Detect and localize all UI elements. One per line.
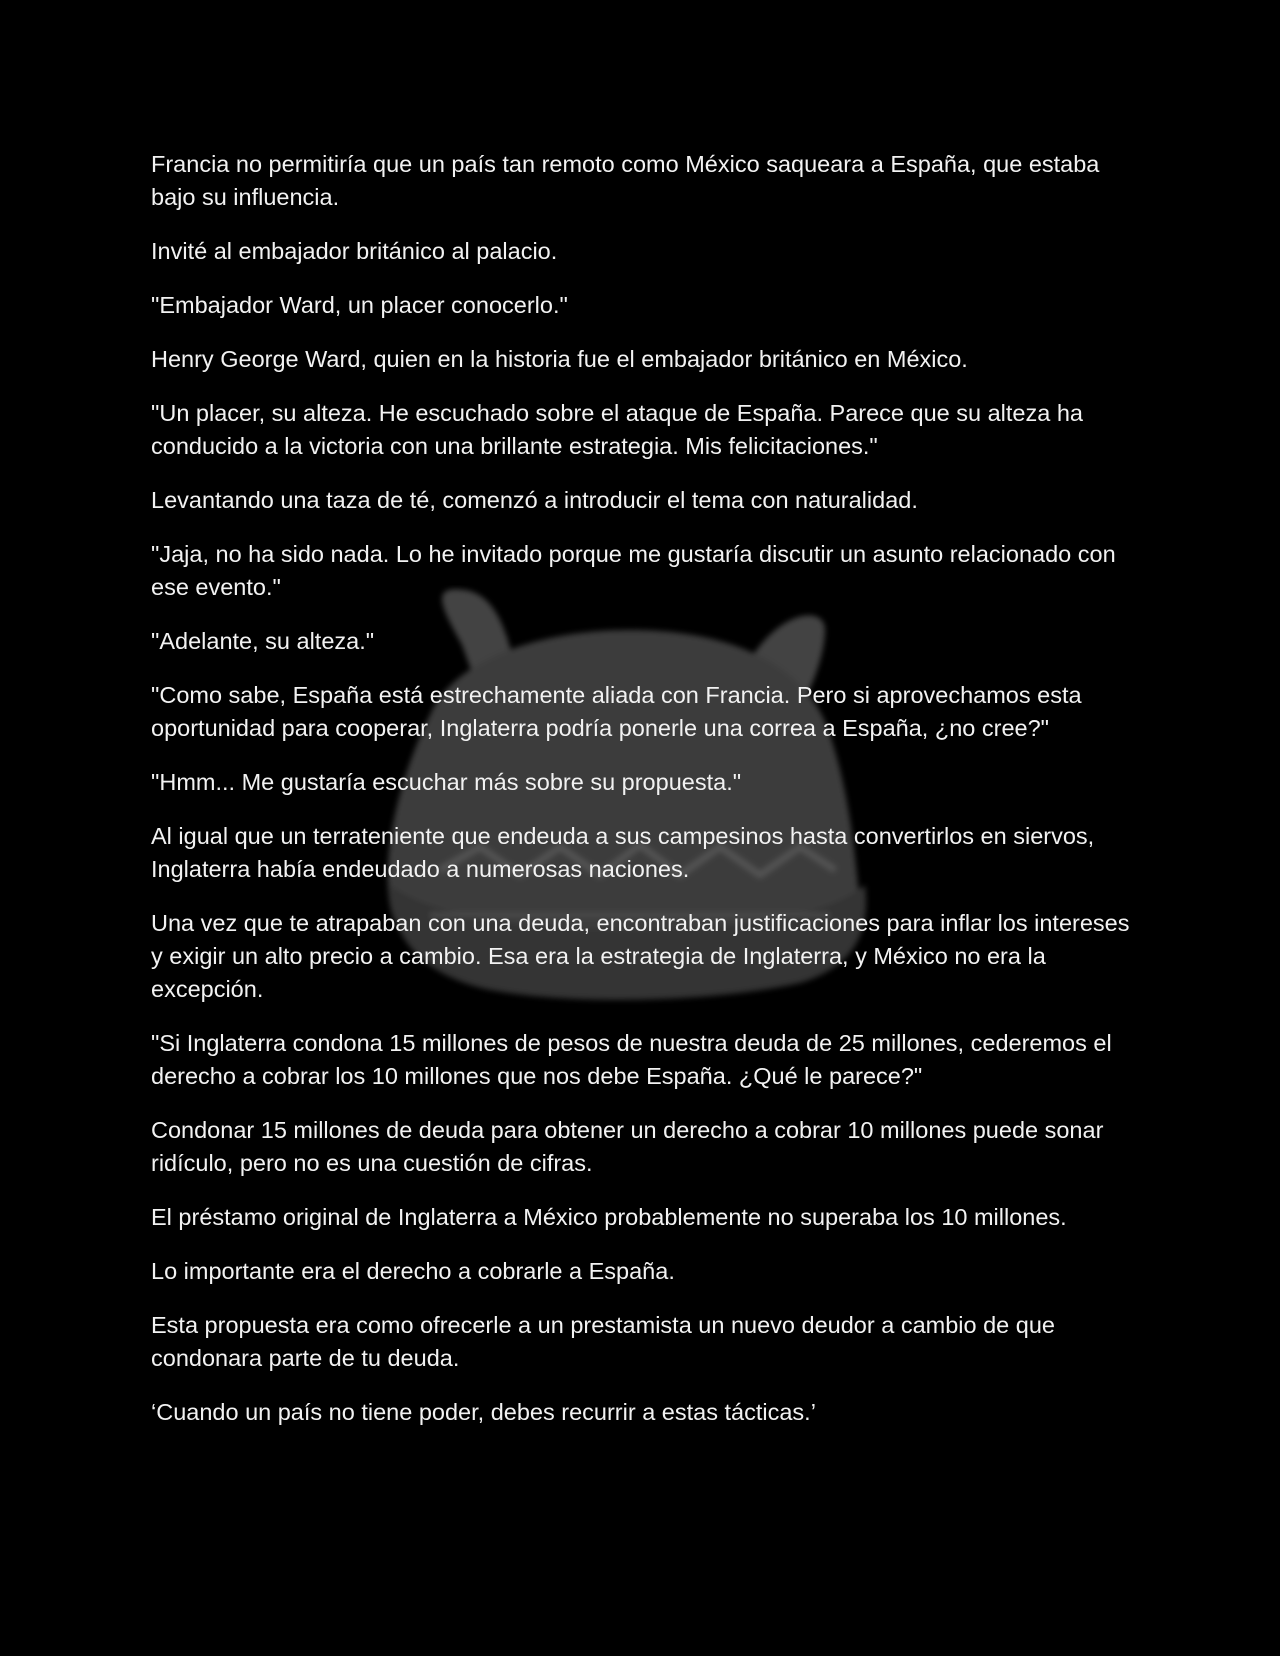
paragraph: "Si Inglaterra condona 15 millones de pesos de nuestra deuda de 25 millones, cederemos el derecho a cobrar los 10 millones que nos debe España. ¿Qué le parece?" (151, 1030, 1112, 1089)
paragraph: "Jaja, no ha sido nada. Lo he invitado porque me gustaría discutir un asunto relacionado con ese evento." (151, 541, 1116, 600)
paragraph: Levantando una taza de té, comenzó a introducir el tema con naturalidad. (151, 487, 918, 513)
paragraph: ‘Cuando un país no tiene poder, debes recurrir a estas tácticas.’ (151, 1399, 816, 1425)
paragraph: Al igual que un terrateniente que endeuda a sus campesinos hasta convertirlos en siervos, Inglaterra había endeudado a numerosas naciones. (151, 823, 1095, 882)
paragraph: Condonar 15 millones de deuda para obtener un derecho a cobrar 10 millones puede sonar ridículo, pero no es una cuestión de cifras. (151, 1117, 1104, 1176)
paragraph: Esta propuesta era como ofrecerle a un prestamista un nuevo deudor a cambio de que condonara parte de tu deuda. (151, 1312, 1055, 1371)
paragraph: Una vez que te atrapaban con una deuda, encontraban justificaciones para inflar los intereses y exigir un alto precio a cambio. Esa era la estrategia de Inglaterra, y México no era la excepción. (151, 910, 1130, 1002)
paragraph: El préstamo original de Inglaterra a México probablemente no superaba los 10 millones. (151, 1204, 1067, 1230)
paragraph: Invité al embajador británico al palacio. (151, 238, 558, 264)
paragraph: "Embajador Ward, un placer conocerlo." (151, 292, 568, 318)
paragraph: Henry George Ward, quien en la historia fue el embajador británico en México. (151, 346, 968, 372)
paragraph: Lo importante era el derecho a cobrarle a España. (151, 1258, 675, 1284)
paragraph: Francia no permitiría que un país tan remoto como México saqueara a España, que estaba bajo su influencia. (151, 151, 1100, 210)
story-text (151, 148, 1141, 1450)
paragraph: "Como sabe, España está estrechamente aliada con Francia. Pero si aprovechamos esta oportunidad para cooperar, Inglaterra podría ponerle una correa a España, ¿no cree?" (151, 682, 1082, 741)
paragraph: "Un placer, su alteza. He escuchado sobre el ataque de España. Parece que su alteza ha conducido a la victoria con una brillante estrategia. Mis felicitaciones." (151, 400, 1083, 459)
paragraph: "Hmm... Me gustaría escuchar más sobre su propuesta." (151, 769, 742, 795)
paragraph: "Adelante, su alteza." (151, 628, 375, 654)
